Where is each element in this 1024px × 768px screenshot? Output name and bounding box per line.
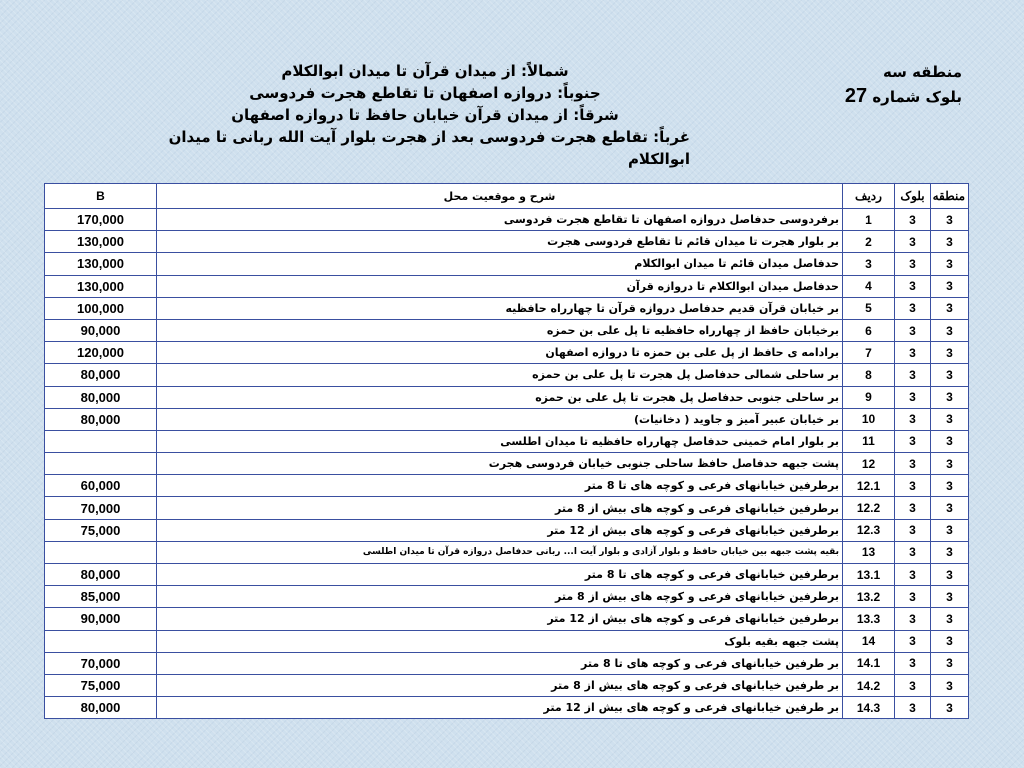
cell-description: برطرفین خیابانهای فرعی و کوچه های بیش از 12 متر [157, 608, 843, 630]
cell-row-number: 4 [843, 275, 895, 297]
cell-region: 3 [931, 586, 969, 608]
cell-row-number: 3 [843, 253, 895, 275]
cell-row-number: 11 [843, 430, 895, 452]
region-label: منطقه سه [883, 63, 962, 81]
cell-description: بر ساحلی شمالی حدفاصل پل هجرت تا پل علی بن حمزه [157, 364, 843, 386]
cell-description: بر خیابان قرآن قدیم حدفاصل دروازه قرآن تا چهارراه حافظیه [157, 297, 843, 319]
cell-row-number: 12.3 [843, 519, 895, 541]
cell-row-number: 13.3 [843, 608, 895, 630]
table-row [45, 275, 969, 297]
cell-region: 3 [931, 519, 969, 541]
header-row: ردیف [843, 184, 895, 209]
cell-region: 3 [931, 364, 969, 386]
cell-value: 120,000 [45, 342, 157, 364]
cell-description: بر بلوار امام خمینی حدفاصل چهارراه حافظیه تا میدان اطلسی [157, 430, 843, 452]
cell-region: 3 [931, 430, 969, 452]
cell-row-number: 13 [843, 541, 895, 563]
cell-description: برطرفین خیابانهای فرعی و کوچه های بیش از 12 متر [157, 519, 843, 541]
valuation-table-container [44, 183, 968, 719]
cell-block: 3 [895, 342, 931, 364]
cell-value [45, 453, 157, 475]
cell-value: 70,000 [45, 497, 157, 519]
cell-block: 3 [895, 275, 931, 297]
cell-value: 80,000 [45, 364, 157, 386]
cell-value: 90,000 [45, 319, 157, 341]
cell-description: برادامه ی حافظ از پل علی بن حمزه تا دروازه اصفهان [157, 342, 843, 364]
cell-description: بر بلوار هجرت تا میدان قائم تا تقاطع فردوسی هجرت [157, 231, 843, 253]
header-value: B [45, 184, 157, 209]
cell-region: 3 [931, 275, 969, 297]
block-number: 27 [844, 85, 868, 107]
cell-value [45, 541, 157, 563]
cell-description: برخیابان حافظ از چهارراه حافظیه تا پل علی بن حمزه [157, 319, 843, 341]
cell-region: 3 [931, 319, 969, 341]
cell-value: 85,000 [45, 586, 157, 608]
table-row [45, 408, 969, 430]
table-row [45, 608, 969, 630]
cell-description: پشت جبهه بقیه بلوک [157, 630, 843, 652]
cell-block: 3 [895, 297, 931, 319]
cell-row-number: 14 [843, 630, 895, 652]
cell-block: 3 [895, 408, 931, 430]
cell-value: 130,000 [45, 231, 157, 253]
cell-description: برطرفین خیابانهای فرعی و کوچه های بیش از 8 متر [157, 586, 843, 608]
table-row [45, 386, 969, 408]
cell-value: 80,000 [45, 386, 157, 408]
cell-row-number: 12 [843, 453, 895, 475]
cell-row-number: 14.2 [843, 674, 895, 696]
cell-block: 3 [895, 209, 931, 231]
cell-region: 3 [931, 209, 969, 231]
cell-block: 3 [895, 475, 931, 497]
table-row [45, 209, 969, 231]
table-row [45, 253, 969, 275]
cell-region: 3 [931, 608, 969, 630]
cell-region: 3 [931, 453, 969, 475]
table-row [45, 541, 969, 563]
header-region: منطقه [931, 184, 969, 209]
boundary-south: جنوباً: دروازه اصفهان تا تقاطع هجرت فردوسی [249, 84, 601, 102]
table-row [45, 342, 969, 364]
table-row [45, 519, 969, 541]
cell-block: 3 [895, 652, 931, 674]
cell-value: 75,000 [45, 674, 157, 696]
table-row [45, 475, 969, 497]
cell-row-number: 2 [843, 231, 895, 253]
cell-row-number: 7 [843, 342, 895, 364]
cell-region: 3 [931, 564, 969, 586]
cell-region: 3 [931, 497, 969, 519]
cell-region: 3 [931, 297, 969, 319]
cell-row-number: 12.2 [843, 497, 895, 519]
block-title [845, 84, 962, 109]
block-label: بلوک شماره [872, 88, 962, 106]
cell-block: 3 [895, 519, 931, 541]
cell-value: 130,000 [45, 253, 157, 275]
cell-description: بر خیابان عبیر آمیز و جاوید ( دخانیات) [157, 408, 843, 430]
table-row [45, 497, 969, 519]
cell-value: 60,000 [45, 475, 157, 497]
table-row [45, 231, 969, 253]
cell-region: 3 [931, 697, 969, 719]
cell-description: بر طرفین خیابانهای فرعی و کوچه های بیش از 12 متر [157, 697, 843, 719]
cell-row-number: 8 [843, 364, 895, 386]
cell-region: 3 [931, 652, 969, 674]
cell-description: بر ساحلی جنوبی حدفاصل پل هجرت تا پل علی بن حمزه [157, 386, 843, 408]
cell-row-number: 6 [843, 319, 895, 341]
cell-region: 3 [931, 408, 969, 430]
cell-block: 3 [895, 674, 931, 696]
cell-description: پشت جبهه حدفاصل حافظ ساحلی جنوبی خیابان فردوسی هجرت [157, 453, 843, 475]
cell-block: 3 [895, 231, 931, 253]
cell-value: 170,000 [45, 209, 157, 231]
block-boundaries [160, 60, 690, 170]
cell-value: 80,000 [45, 564, 157, 586]
cell-block: 3 [895, 386, 931, 408]
cell-value: 70,000 [45, 652, 157, 674]
cell-description: برطرفین خیابانهای فرعی و کوچه های تا 8 متر [157, 475, 843, 497]
table-header-row [45, 184, 969, 209]
cell-block: 3 [895, 319, 931, 341]
table-row [45, 630, 969, 652]
cell-region: 3 [931, 342, 969, 364]
cell-block: 3 [895, 453, 931, 475]
cell-block: 3 [895, 541, 931, 563]
cell-region: 3 [931, 630, 969, 652]
cell-row-number: 13.2 [843, 586, 895, 608]
cell-block: 3 [895, 697, 931, 719]
header-block: بلوک [895, 184, 931, 209]
cell-description: برفردوسی حدفاصل دروازه اصفهان تا تقاطع هجرت فردوسی [157, 209, 843, 231]
cell-description: حدفاصل میدان قائم تا میدان ابوالکلام [157, 253, 843, 275]
cell-region: 3 [931, 231, 969, 253]
cell-row-number: 12.1 [843, 475, 895, 497]
valuation-table [44, 183, 969, 719]
table-row [45, 453, 969, 475]
boundary-east: شرقاً: از میدان قرآن خیابان حافظ تا دروازه اصفهان [231, 106, 619, 124]
cell-region: 3 [931, 386, 969, 408]
cell-block: 3 [895, 253, 931, 275]
cell-block: 3 [895, 564, 931, 586]
cell-region: 3 [931, 674, 969, 696]
cell-region: 3 [931, 475, 969, 497]
table-row [45, 674, 969, 696]
table-row [45, 364, 969, 386]
table-row [45, 564, 969, 586]
table-body [45, 209, 969, 719]
table-row [45, 430, 969, 452]
cell-value [45, 630, 157, 652]
cell-description: بر طرفین خیابانهای فرعی و کوچه های تا 8 متر [157, 652, 843, 674]
cell-row-number: 14.3 [843, 697, 895, 719]
table-row [45, 297, 969, 319]
boundary-west: غرباً: تقاطع هجرت فردوسی بعد از هجرت بلوار آیت الله ربانی تا میدان ابوالکلام [168, 128, 690, 168]
cell-value: 80,000 [45, 697, 157, 719]
header-description: شرح و موقعیت محل [157, 184, 843, 209]
cell-description: برطرفین خیابانهای فرعی و کوچه های تا 8 متر [157, 564, 843, 586]
cell-block: 3 [895, 430, 931, 452]
cell-description: بر طرفین خیابانهای فرعی و کوچه های بیش از 8 متر [157, 674, 843, 696]
cell-value [45, 430, 157, 452]
boundary-north: شمالاً: از میدان قرآن تا میدان ابوالکلام [281, 62, 569, 80]
cell-row-number: 13.1 [843, 564, 895, 586]
cell-block: 3 [895, 586, 931, 608]
cell-row-number: 5 [843, 297, 895, 319]
cell-row-number: 14.1 [843, 652, 895, 674]
cell-description: بقیه پشت جبهه بین خیابان حافظ و بلوار آزادی و بلوار آیت ا... ربانی حدفاصل دروازه قرآن تا میدان اطلسی [157, 541, 843, 563]
cell-block: 3 [895, 364, 931, 386]
cell-value: 100,000 [45, 297, 157, 319]
cell-value: 130,000 [45, 275, 157, 297]
cell-value: 80,000 [45, 408, 157, 430]
cell-row-number: 9 [843, 386, 895, 408]
cell-block: 3 [895, 608, 931, 630]
cell-block: 3 [895, 630, 931, 652]
table-row [45, 586, 969, 608]
cell-value: 90,000 [45, 608, 157, 630]
cell-row-number: 10 [843, 408, 895, 430]
cell-region: 3 [931, 541, 969, 563]
cell-value: 75,000 [45, 519, 157, 541]
table-row [45, 697, 969, 719]
cell-block: 3 [895, 497, 931, 519]
cell-description: حدفاصل میدان ابوالکلام تا دروازه قرآن [157, 275, 843, 297]
table-row [45, 652, 969, 674]
cell-row-number: 1 [843, 209, 895, 231]
cell-region: 3 [931, 253, 969, 275]
region-info [845, 60, 962, 109]
table-row [45, 319, 969, 341]
cell-description: برطرفین خیابانهای فرعی و کوچه های بیش از 8 متر [157, 497, 843, 519]
